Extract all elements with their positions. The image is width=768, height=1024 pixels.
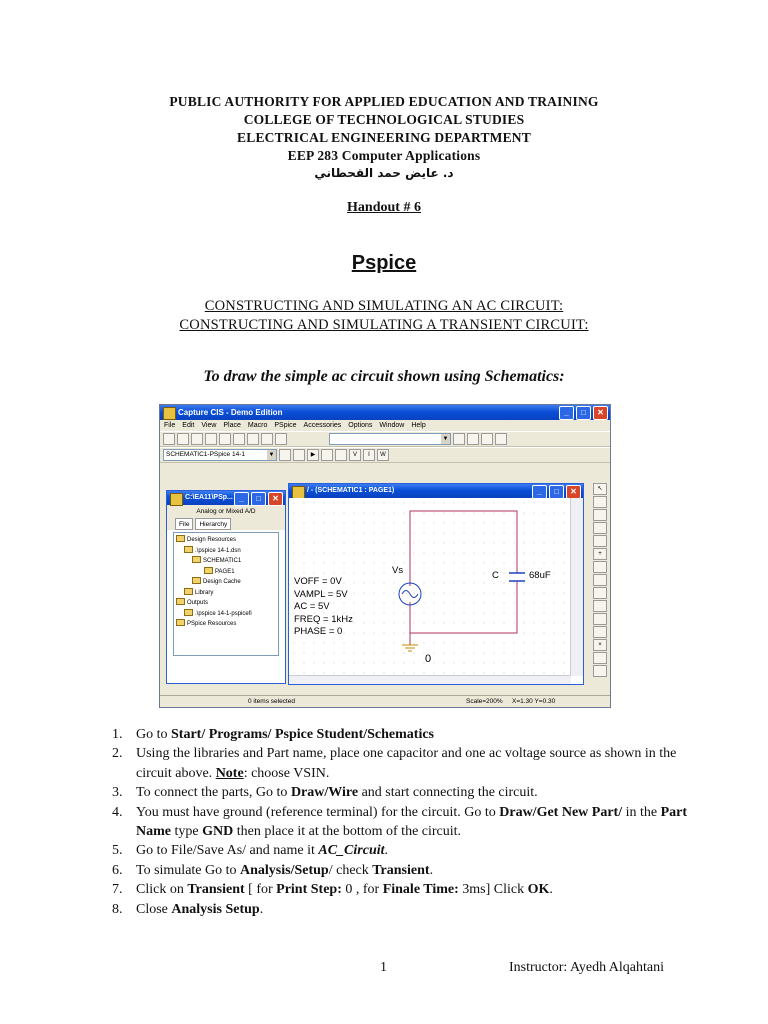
param-vampl: VAMPL = 5V	[294, 588, 348, 600]
cut-icon[interactable]	[219, 433, 231, 445]
step-text: You must have ground (reference terminal) for the circuit. Go to	[136, 804, 500, 820]
capture-app-icon	[163, 407, 176, 420]
folder-icon	[176, 619, 185, 626]
step-text: Finale Time:	[382, 882, 459, 898]
maximize-icon[interactable]: □	[576, 406, 591, 420]
place-wire-icon[interactable]	[593, 509, 607, 521]
new-icon[interactable]	[163, 433, 175, 445]
schematic-title-bar: / - (SCHEMATIC1 : PAGE1) _ □ ✕	[289, 484, 583, 498]
step-number: 3.	[112, 785, 123, 801]
menu-bar	[160, 420, 610, 431]
paste-icon[interactable]	[247, 433, 259, 445]
redo-icon[interactable]	[275, 433, 287, 445]
status-coordinates: X=1.30 Y=0.30	[512, 698, 556, 705]
param-freq: FREQ = 1kHz	[294, 613, 353, 625]
project-maximize-icon[interactable]: □	[251, 492, 266, 506]
project-minimize-icon[interactable]: _	[234, 492, 249, 506]
place-bus-icon[interactable]	[593, 535, 607, 547]
place-power-icon[interactable]	[593, 574, 607, 586]
probe-icon[interactable]	[335, 449, 347, 461]
menu-edit[interactable]: Edit	[182, 422, 195, 429]
step-number: 4.	[112, 804, 123, 820]
instructor-arabic-name: د. عايض حمد القحطاني	[314, 166, 454, 180]
step-item	[112, 880, 712, 899]
status-selection: 0 items selected	[248, 698, 295, 705]
param-voff: VOFF = 0V	[294, 576, 342, 587]
tool-icon-b[interactable]	[293, 449, 305, 461]
step-number: 7.	[112, 882, 123, 898]
project-type-label: Analog or Mixed A/D	[167, 505, 285, 518]
folder-icon	[184, 588, 193, 595]
instruction-steps	[112, 725, 712, 919]
tool-icon-a[interactable]	[279, 449, 291, 461]
ground-icon[interactable]	[402, 645, 418, 651]
step-item	[112, 803, 712, 842]
step-text: .	[259, 901, 264, 917]
page-number: 1	[380, 960, 387, 975]
project-tree	[173, 532, 279, 656]
tree-item[interactable]: PSpice Resources	[176, 619, 276, 630]
project-title-bar: C:\EA11\PSp... _ □ ✕	[167, 491, 285, 505]
tool-icon-c[interactable]	[321, 449, 333, 461]
tab-file[interactable]: File	[175, 518, 193, 530]
step-text: and start connecting the circuit.	[358, 785, 538, 801]
page-title: Pspice	[351, 252, 417, 274]
step-number: 6.	[112, 862, 123, 878]
step-item	[112, 900, 712, 919]
step-number: 2.	[112, 746, 123, 762]
step-text: .	[429, 862, 434, 878]
folder-icon	[176, 598, 185, 605]
step-item	[112, 725, 712, 744]
project-icon	[170, 493, 183, 506]
menu-accessories[interactable]: Accessories	[303, 422, 342, 429]
status-bar	[160, 695, 610, 707]
place-line-icon[interactable]	[593, 652, 607, 664]
menu-file[interactable]: File	[164, 422, 176, 429]
status-scale: Scale=200%	[466, 698, 503, 705]
step-text: AC_Circuit	[318, 843, 385, 859]
place-junction-icon[interactable]: +	[593, 548, 607, 560]
step-text: [ for	[244, 882, 277, 898]
step-text: Using the libraries and Part name, place one capacitor and one ac voltage source as shown in the circuit above.	[136, 746, 677, 781]
project-close-icon[interactable]: ✕	[268, 492, 283, 506]
part-search-select[interactable]: ▼	[329, 433, 451, 445]
place-hier-port-icon[interactable]	[593, 613, 607, 625]
step-number: 1.	[112, 727, 123, 742]
bottom-wire	[410, 581, 517, 633]
place-no-connect-icon[interactable]: ×	[593, 639, 607, 651]
step-text: Draw/Wire	[290, 785, 359, 801]
menu-window[interactable]: Window	[379, 422, 405, 429]
capacitor-value: 68uF	[529, 570, 551, 581]
step-text: in the	[622, 804, 661, 820]
step-item	[112, 861, 712, 880]
schematic-select[interactable]: SCHEMATIC1-PSpice 14-1 ▼	[163, 449, 277, 461]
tree-item[interactable]: Design Resources	[176, 535, 276, 546]
page-icon	[204, 567, 213, 574]
header-line-1: PUBLIC AUTHORITY FOR APPLIED EDUCATION AND TRAINING	[169, 94, 599, 109]
schematic-canvas[interactable]	[289, 498, 569, 676]
step-text: GND	[202, 824, 234, 840]
step-text: Print Step:	[276, 882, 342, 898]
step-text: / check	[328, 862, 373, 878]
place-hier-block-icon[interactable]	[593, 600, 607, 612]
save-icon[interactable]	[191, 433, 203, 445]
menu-macro[interactable]: Macro	[247, 422, 268, 429]
subtitle-transient: CONSTRUCTING AND SIMULATING A TRANSIENT CIRCUIT:	[179, 317, 589, 333]
minimize-icon[interactable]: _	[559, 406, 574, 420]
current-marker-icon[interactable]: I	[363, 449, 375, 461]
schematic-maximize-icon[interactable]: □	[549, 485, 564, 499]
step-text: Part Name	[136, 804, 688, 840]
step-text: Go to	[136, 727, 171, 742]
open-icon[interactable]	[177, 433, 189, 445]
schematic-close-icon[interactable]: ✕	[566, 485, 581, 499]
toolbar-1	[160, 431, 610, 447]
tree-item[interactable]: SCHEMATIC1	[176, 556, 276, 567]
step-text: Analysis/Setup	[240, 862, 329, 878]
subtitle-ac: CONSTRUCTING AND SIMULATING AN AC CIRCUIT:	[204, 298, 564, 314]
place-bus-entry-icon[interactable]	[593, 561, 607, 573]
menu-options[interactable]: Options	[348, 422, 373, 429]
param-phase: PHASE = 0	[294, 626, 343, 637]
schematic-window	[288, 483, 584, 685]
tree-item[interactable]: .\pspice 14-1-pspicefi	[176, 609, 276, 620]
step-text: .	[549, 882, 553, 898]
step-number: 5.	[112, 843, 123, 859]
zoom-all-icon[interactable]	[495, 433, 507, 445]
toolbar-2	[160, 447, 610, 463]
run-icon[interactable]: ▶	[307, 449, 319, 461]
step-text: Transient	[372, 862, 430, 878]
close-icon[interactable]: ✕	[593, 406, 608, 420]
vertical-scrollbar[interactable]	[570, 498, 583, 676]
menu-help[interactable]: Help	[411, 422, 426, 429]
copy-icon[interactable]	[233, 433, 245, 445]
step-text: : choose VSIN.	[243, 765, 330, 781]
tree-item[interactable]: Outputs	[176, 598, 276, 609]
zoom-area-icon[interactable]	[481, 433, 493, 445]
place-polyline-icon[interactable]	[593, 665, 607, 677]
schematic-minimize-icon[interactable]: _	[532, 485, 547, 499]
step-text: To connect the parts, Go to	[136, 785, 291, 801]
step-text: 3ms] Click	[458, 882, 528, 898]
header-line-3: ELECTRICAL ENGINEERING DEPARTMENT	[237, 130, 531, 145]
drawing-palette	[593, 482, 609, 678]
course-title: EEP 283 Computer Applications	[287, 148, 481, 163]
step-text: then place it at the bottom of the circuit.	[233, 824, 462, 840]
step-text: Analysis Setup	[171, 901, 260, 917]
step-text: Draw/Get New Part/	[499, 804, 623, 820]
folder-icon	[176, 535, 185, 542]
step-text: Note	[215, 765, 244, 781]
step-item	[112, 841, 712, 860]
step-text: Start/ Programs/ Pspice Student/Schematics	[171, 727, 434, 742]
source-parameters	[294, 576, 353, 639]
top-wire	[410, 511, 517, 586]
intro-text: To draw the simple ac circuit shown using Schematics:	[203, 368, 565, 385]
tab-hierarchy[interactable]: Hierarchy	[195, 518, 231, 530]
print-icon[interactable]	[205, 433, 217, 445]
menu-place[interactable]: Place	[223, 422, 241, 429]
folder-icon	[192, 556, 201, 563]
param-ac: AC = 5V	[294, 601, 330, 612]
tree-item[interactable]: PAGE1	[176, 567, 276, 578]
step-text: Go to File/Save As/ and name it	[136, 843, 319, 859]
step-item	[112, 783, 712, 802]
step-text: OK	[527, 882, 550, 898]
project-manager-window	[166, 490, 286, 684]
tree-item[interactable]: .\pspice 14-1.dsn	[176, 546, 276, 557]
tree-item[interactable]: Library	[176, 588, 276, 599]
horizontal-scrollbar[interactable]	[289, 675, 571, 684]
step-text: Click on	[136, 882, 188, 898]
select-tool-icon[interactable]: ↖	[593, 483, 607, 495]
design-icon	[184, 546, 193, 553]
menu-pspice[interactable]: PSpice	[274, 422, 297, 429]
step-text: type	[171, 824, 203, 840]
tree-item[interactable]: Design Cache	[176, 577, 276, 588]
place-net-alias-icon[interactable]	[593, 522, 607, 534]
file-icon	[184, 609, 193, 616]
place-off-page-icon[interactable]	[593, 626, 607, 638]
zoom-out-icon[interactable]	[467, 433, 479, 445]
folder-icon	[192, 577, 201, 584]
step-text: Transient	[187, 882, 245, 898]
app-title-bar	[160, 405, 610, 420]
step-item	[112, 744, 712, 783]
capacitor-label: C	[492, 570, 499, 581]
step-number: 8.	[112, 901, 123, 917]
place-ground-icon[interactable]	[593, 587, 607, 599]
power-marker-icon[interactable]: W	[377, 449, 389, 461]
header-line-2: COLLEGE OF TECHNOLOGICAL STUDIES	[243, 112, 525, 127]
step-text: 0 , for	[341, 882, 383, 898]
instructor-footer: Instructor: Ayedh Alqahtani	[509, 960, 665, 975]
capture-screenshot	[159, 404, 611, 708]
undo-icon[interactable]	[261, 433, 273, 445]
zoom-in-icon[interactable]	[453, 433, 465, 445]
place-part-icon[interactable]	[593, 496, 607, 508]
step-text: To simulate Go to	[136, 862, 241, 878]
source-label: Vs	[392, 565, 404, 576]
voltage-marker-icon[interactable]: V	[349, 449, 361, 461]
menu-view[interactable]: View	[201, 422, 217, 429]
step-text: Close	[136, 901, 172, 917]
handout-number: Handout # 6	[347, 200, 421, 215]
ground-label: 0	[425, 653, 432, 665]
step-text: .	[384, 843, 389, 859]
app-title: Capture CIS - Demo Edition	[178, 408, 283, 417]
